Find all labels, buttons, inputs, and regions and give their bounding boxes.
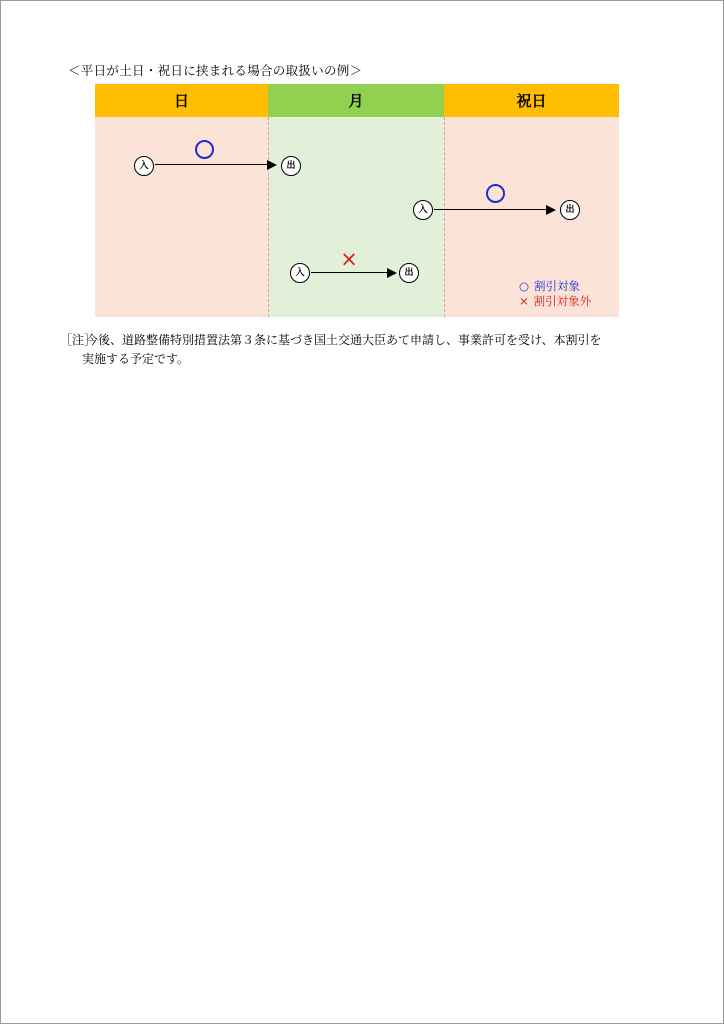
- legend-no-discount-label: 割引対象外: [533, 294, 592, 308]
- footnote-line-1: [60, 331, 660, 350]
- trip-arrow-line: [311, 272, 388, 273]
- exit-node: 出: [560, 200, 580, 220]
- exit-node: 出: [281, 156, 301, 176]
- trip-arrow-line: [434, 209, 547, 210]
- legend: [519, 279, 591, 309]
- trip-arrow-head: [546, 205, 556, 215]
- column-header-holiday: 祝日: [444, 84, 619, 117]
- trip-arrow-head: [267, 160, 277, 170]
- discount-mark: [195, 140, 214, 159]
- discount-mark: [486, 184, 505, 203]
- holiday-discount-diagram: [0, 0, 724, 330]
- footnote-text-1: 今後、道路整備特別措置法第３条に基づき国土交通大臣あて申請し、事業許可を受け、本割引を: [86, 333, 602, 347]
- legend-circle-symbol: ○: [519, 279, 530, 293]
- trip-arrow-line: [155, 164, 267, 165]
- column-body-sunday: [95, 117, 268, 317]
- column-header-monday: 月: [268, 84, 444, 117]
- trip-arrow-head: [387, 268, 397, 278]
- column-divider: [444, 117, 445, 317]
- figure-caption: ＜平日が土日・祝日に挟まれる場合の取扱いの例＞: [68, 63, 363, 78]
- footnote-line-2: 実施する予定です。: [82, 352, 190, 366]
- exit-node: 出: [399, 263, 419, 283]
- column-header-sunday: 日: [95, 84, 268, 117]
- column-divider: [268, 117, 269, 317]
- entry-node: 入: [134, 156, 154, 176]
- legend-discount-label: 割引対象: [534, 279, 581, 293]
- footnote: [60, 331, 660, 369]
- legend-item-no-discount: [519, 294, 591, 309]
- legend-cross-symbol: ×: [519, 294, 529, 308]
- legend-item-discount: [519, 279, 591, 294]
- entry-node: 入: [290, 263, 310, 283]
- no-discount-mark: ×: [340, 247, 358, 271]
- footnote-prefix: ［注］: [60, 333, 97, 347]
- entry-node: 入: [413, 200, 433, 220]
